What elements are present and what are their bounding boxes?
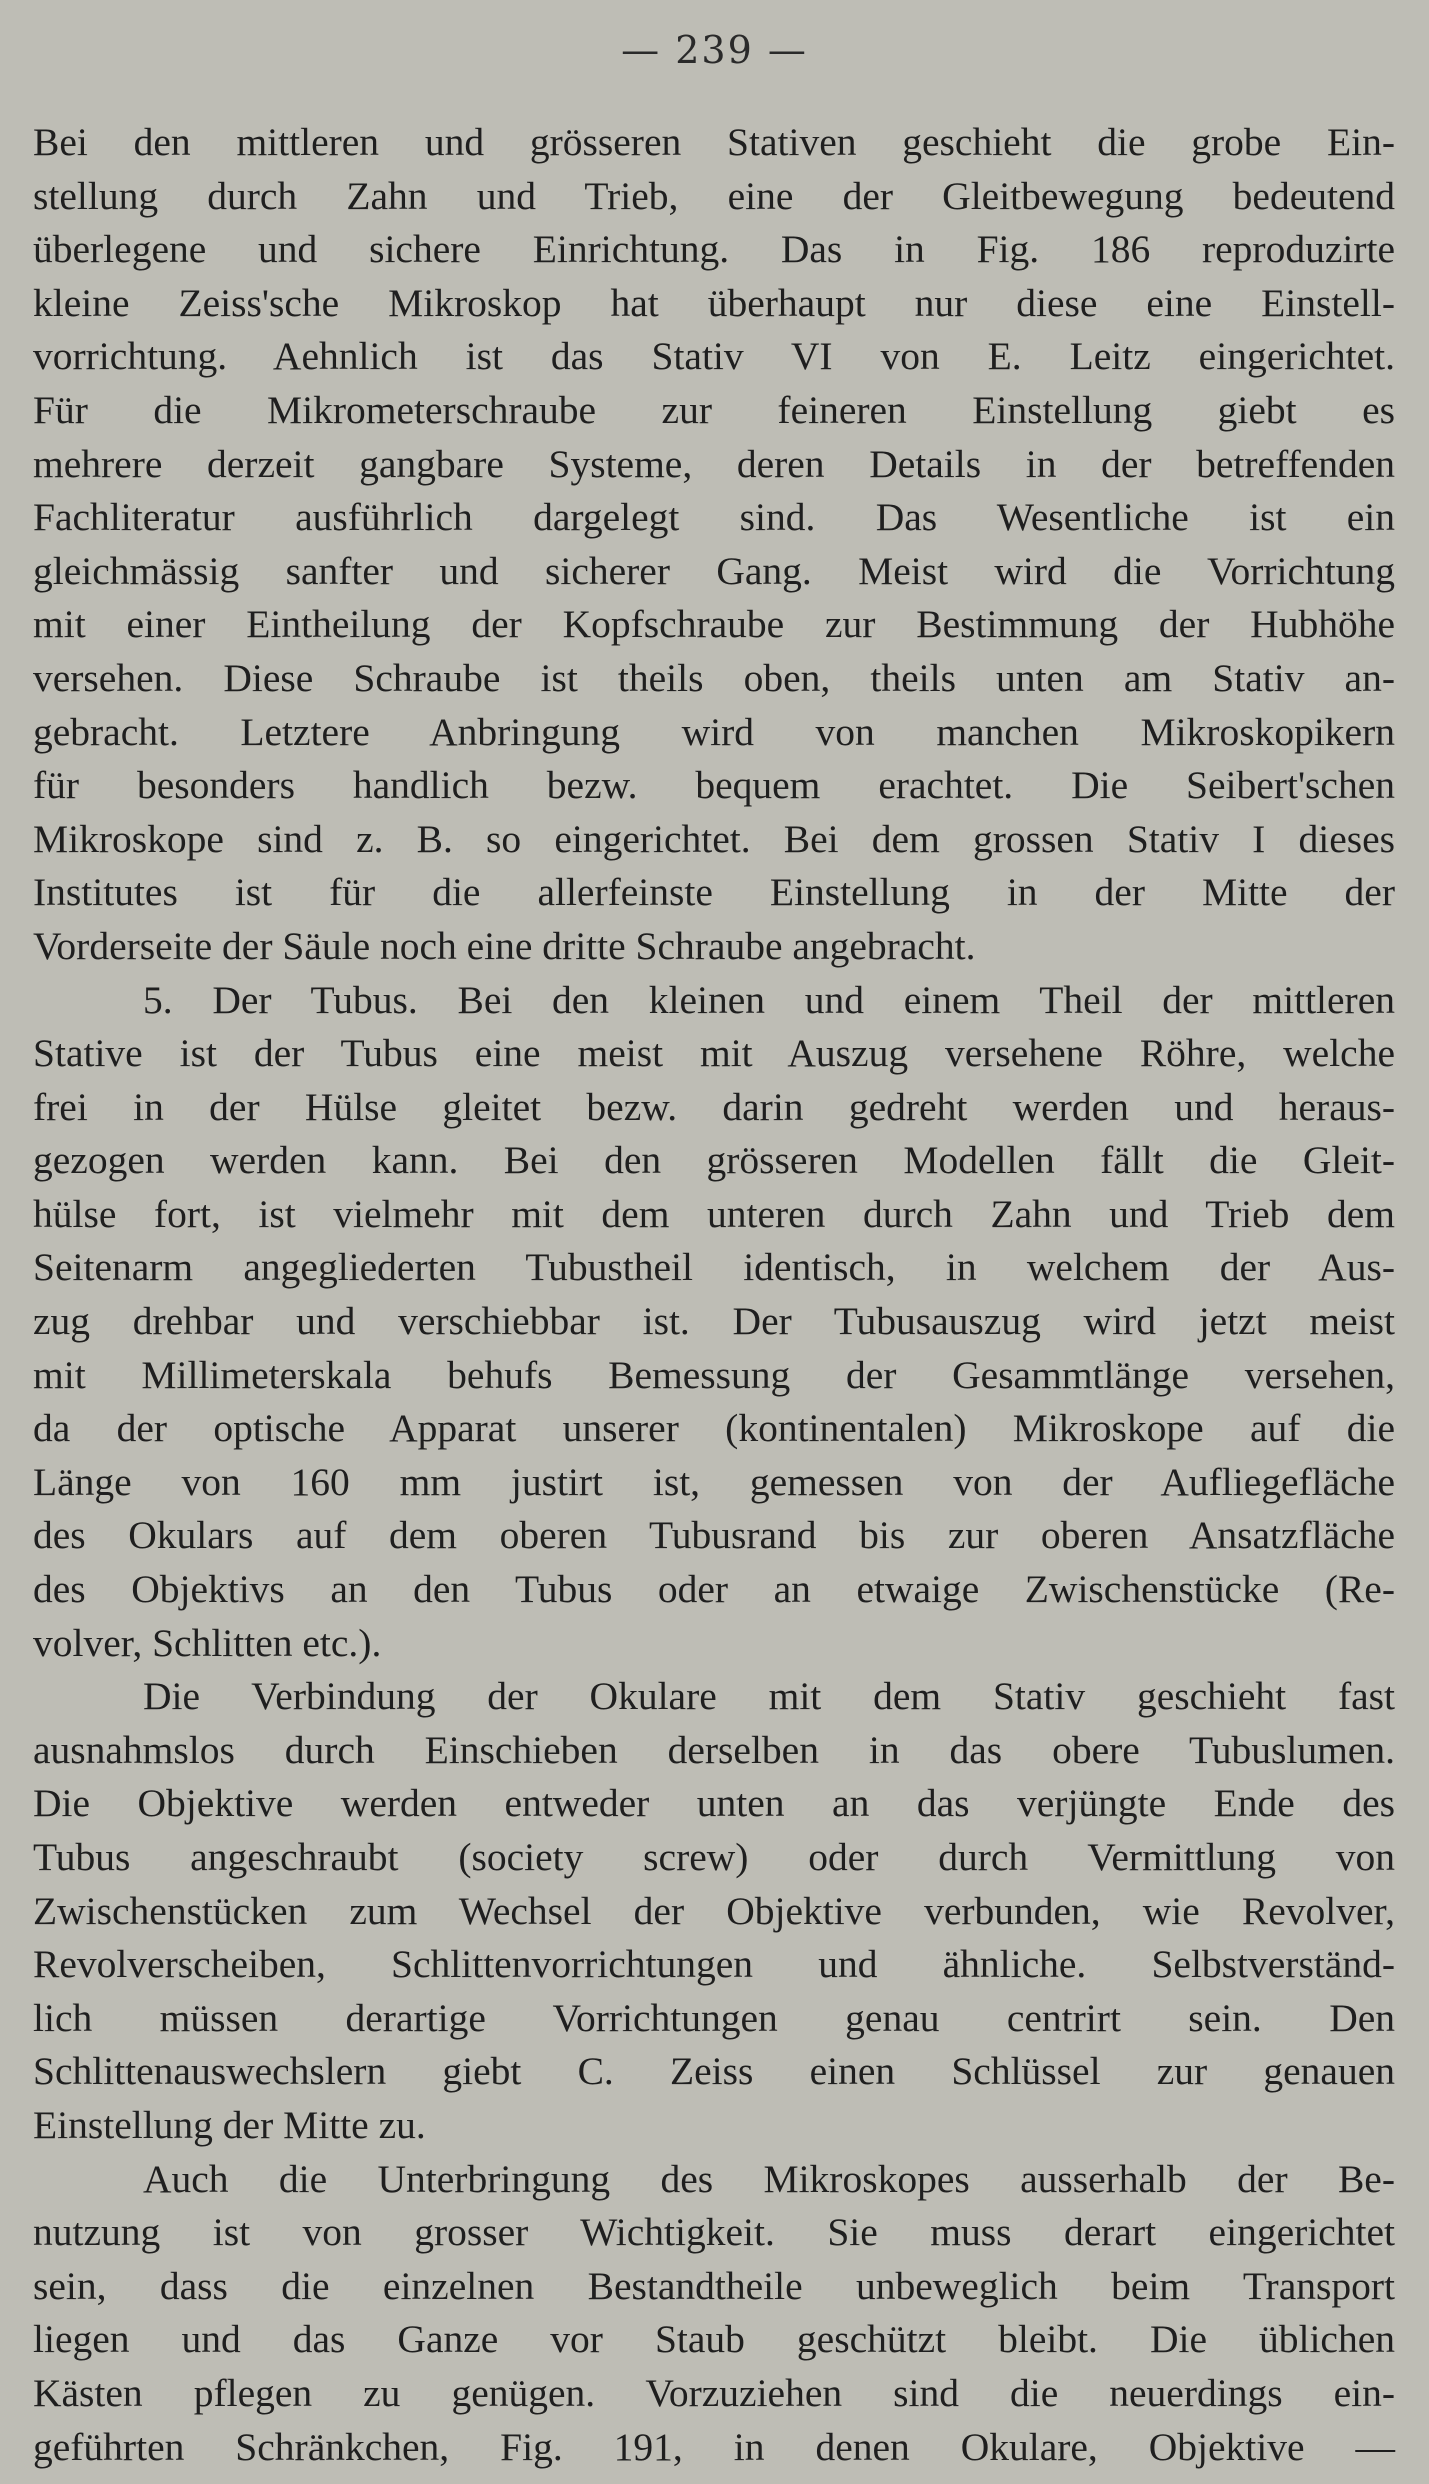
text-line: stellung durch Zahn und Trieb, eine der Gleitbewegung bedeutend [33, 173, 1395, 218]
text-line: Für die Mikrometerschraube zur feineren Einstellung giebt es [33, 387, 1395, 432]
text-line: Mikroskope sind z. B. so eingerichtet. Bei dem grossen Stativ I dieses [33, 816, 1395, 861]
text-line: Seitenarm angegliederten Tubustheil identisch, in welchem der Aus- [33, 1245, 1395, 1290]
text-line: Vorderseite der Säule noch eine dritte Schraube angebracht. [33, 923, 976, 968]
text-line: Institutes ist für die allerfeinste Einstellung in der Mitte der [33, 870, 1395, 915]
text-line: Die Objektive werden entweder unten an das verjüngte Ende des [33, 1781, 1395, 1826]
text-line: mit einer Eintheilung der Kopfschraube zur Bestimmung der Hubhöhe [33, 602, 1395, 647]
text-line: Fachliteratur ausführlich dargelegt sind. Das Wesentliche ist ein [33, 495, 1395, 540]
text-line: Revolverscheiben, Schlittenvorrichtungen und ähnliche. Selbstverständ- [33, 1942, 1395, 1987]
text-line: mit Millimeterskala behufs Bemessung der Gesammtlänge versehen, [33, 1352, 1395, 1397]
text-line: kleine Zeiss'sche Mikroskop hat überhaupt nur diese eine Einstell- [33, 280, 1395, 325]
text-line: volver, Schlitten etc.). [33, 1620, 382, 1665]
text-line: zug drehbar und verschiebbar ist. Der Tubusauszug wird jetzt meist [33, 1299, 1395, 1344]
text-line: vorrichtung. Aehnlich ist das Stativ VI von E. Leitz eingerichtet. [33, 334, 1395, 379]
text-line: des Okulars auf dem oberen Tubusrand bis zur oberen Ansatzfläche [33, 1513, 1395, 1558]
text-line: Kästen pflegen zu genügen. Vorzuziehen sind die neuerdings ein- [33, 2370, 1395, 2415]
text-line: überlegene und sichere Einrichtung. Das in Fig. 186 reproduzirte [33, 227, 1395, 272]
text-line: Stative ist der Tubus eine meist mit Auszug versehene Röhre, welche [33, 1031, 1395, 1076]
paragraph-start-line: Die Verbindung der Okulare mit dem Stativ geschieht fast [143, 1674, 1395, 1719]
text-line: des Objektivs an den Tubus oder an etwaige Zwischenstücke (Re- [33, 1567, 1395, 1612]
text-line: versehen. Diese Schraube ist theils oben, theils unten am Stativ an- [33, 655, 1395, 700]
text-line: Länge von 160 mm justirt ist, gemessen von der Aufliegefläche [33, 1459, 1395, 1504]
text-line: Bei den mittleren und grösseren Stativen geschieht die grobe Ein- [33, 120, 1395, 164]
body-text [33, 116, 1395, 2474]
page-number: — 239 — [621, 28, 808, 72]
text-line: gebracht. Letztere Anbringung wird von manchen Mikroskopikern [33, 709, 1395, 754]
text-line: liegen und das Ganze vor Staub geschützt bleibt. Die üblichen [33, 2317, 1395, 2362]
text-line: gleichmässig sanfter und sicherer Gang. Meist wird die Vorrichtung [33, 548, 1395, 593]
text-line: nutzung ist von grosser Wichtigkeit. Sie muss derart eingerichtet [33, 2210, 1395, 2255]
paragraph-start-line: Auch die Unterbringung des Mikroskopes ausserhalb der Be- [143, 2156, 1395, 2201]
text-line: gezogen werden kann. Bei den grösseren Modellen fällt die Gleit- [33, 1138, 1395, 1183]
text-line: da der optische Apparat unserer (kontinentalen) Mikroskope auf die [33, 1406, 1395, 1451]
text-line: sein, dass die einzelnen Bestandtheile unbeweglich beim Transport [33, 2263, 1395, 2308]
text-line: Einstellung der Mitte zu. [33, 2102, 426, 2147]
text-line: Zwischenstücken zum Wechsel der Objektive verbunden, wie Revolver, [33, 1888, 1395, 1933]
text-line: frei in der Hülse gleitet bezw. darin gedreht werden und heraus- [33, 1084, 1395, 1129]
text-line: geführten Schränkchen, Fig. 191, in denen Okulare, Objektive — [33, 2424, 1395, 2469]
section-heading-line: 5. Der Tubus. Bei den kleinen und einem Theil der mittleren [143, 977, 1395, 1022]
text-line: lich müssen derartige Vorrichtungen genau centrirt sein. Den [33, 1995, 1395, 2040]
text-line: mehrere derzeit gangbare Systeme, deren Details in der betreffenden [33, 441, 1395, 486]
text-line: hülse fort, ist vielmehr mit dem unteren durch Zahn und Trieb dem [33, 1191, 1395, 1236]
text-line: Schlittenauswechslern giebt C. Zeiss einen Schlüssel zur genauen [33, 2049, 1395, 2094]
text-line: für besonders handlich bezw. bequem erachtet. Die Seibert'schen [33, 763, 1395, 808]
text-line: ausnahmslos durch Einschieben derselben in das obere Tubuslumen. [33, 1727, 1395, 1772]
text-line: Tubus angeschraubt (society screw) oder durch Vermittlung von [33, 1835, 1395, 1879]
